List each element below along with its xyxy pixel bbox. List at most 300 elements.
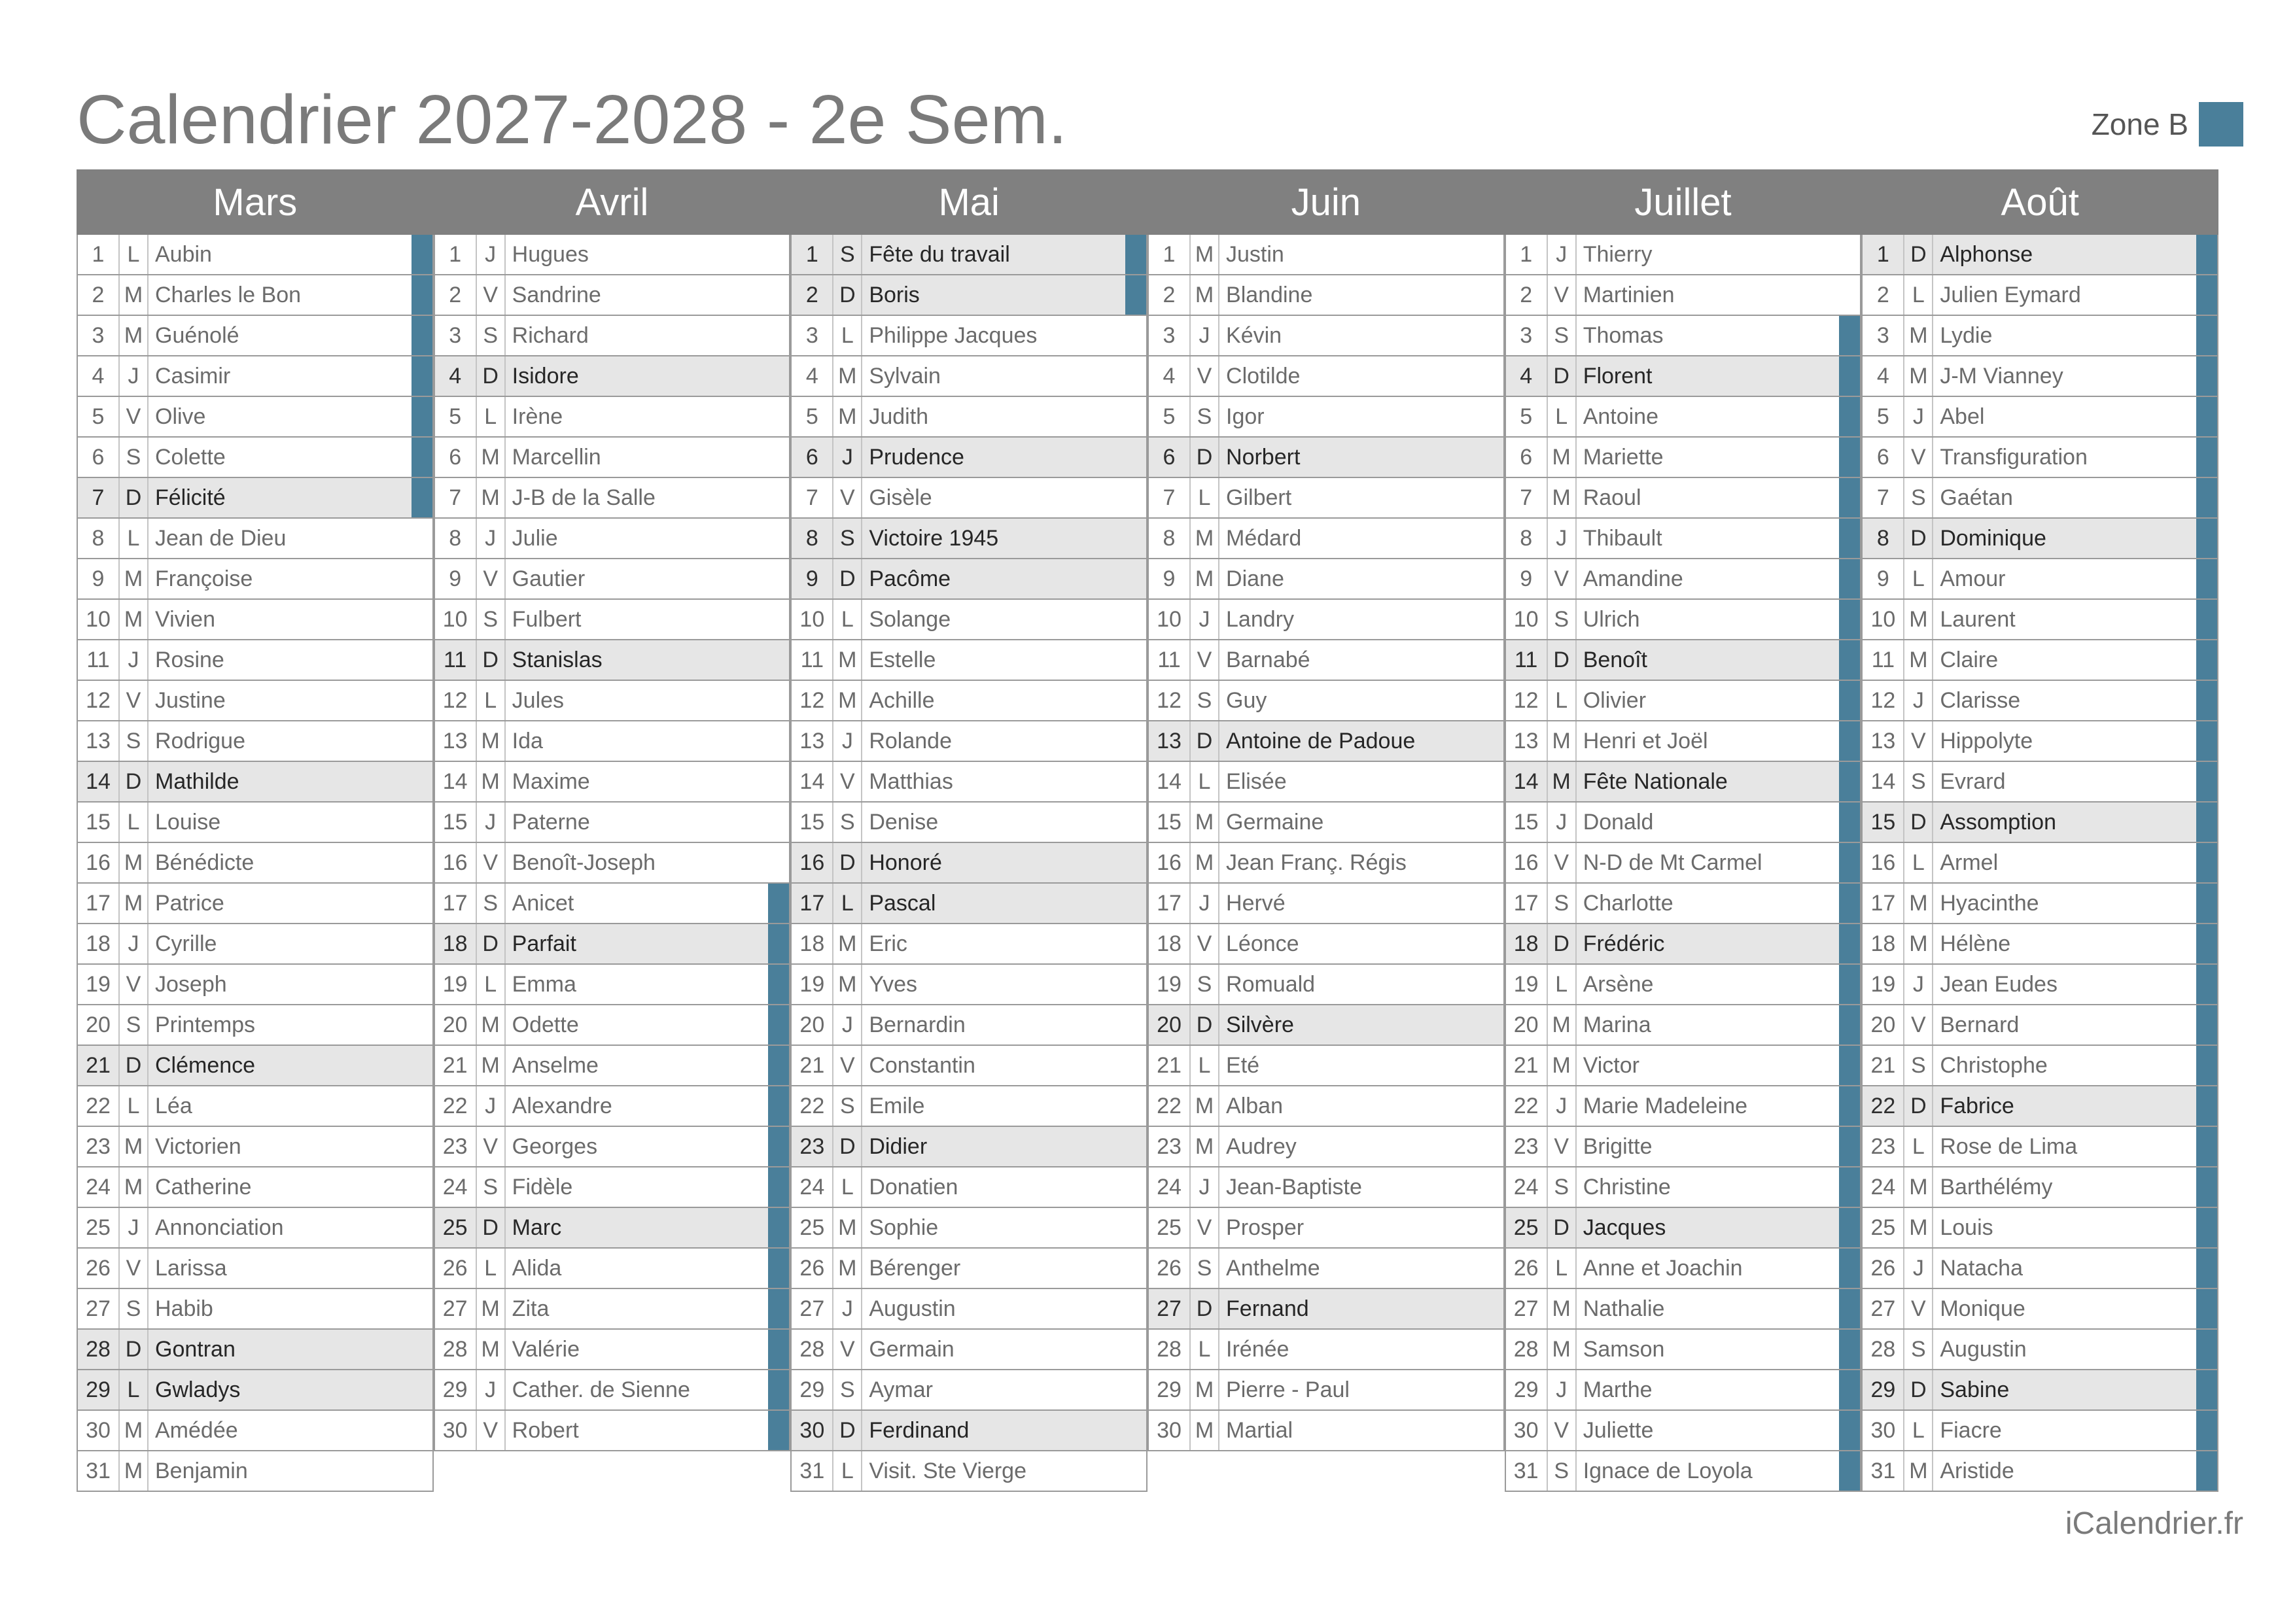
saint-name: Gilbert xyxy=(1226,485,1292,510)
day-row xyxy=(1861,235,2218,275)
day-of-week: V xyxy=(477,843,506,882)
day-of-week: L xyxy=(477,681,506,720)
day-row xyxy=(434,600,791,640)
saint-name: Colette xyxy=(155,444,226,470)
day-of-week: V xyxy=(833,1046,862,1085)
vacation-marker xyxy=(2196,316,2217,355)
day-of-week: S xyxy=(1904,762,1933,801)
day-of-week: M xyxy=(477,1005,506,1045)
day-row xyxy=(1861,275,2218,316)
saint-name: Fulbert xyxy=(512,606,582,632)
day-row xyxy=(77,1451,434,1492)
saint-name: Dominique xyxy=(1940,525,2046,551)
saint-name: Visit. Ste Vierge xyxy=(869,1458,1026,1483)
vacation-marker xyxy=(1482,438,1503,477)
day-number: 16 xyxy=(1506,843,1548,882)
day-row xyxy=(790,1046,1148,1086)
vacation-marker xyxy=(1482,924,1503,963)
day-number: 22 xyxy=(792,1086,833,1126)
day-number: 27 xyxy=(1506,1289,1548,1328)
day-of-week: D xyxy=(833,843,862,882)
day-number: 13 xyxy=(792,721,833,761)
vacation-marker xyxy=(2196,803,2217,842)
day-number: 19 xyxy=(1149,965,1191,1004)
day-of-week: M xyxy=(833,924,862,963)
saint-name: Patrice xyxy=(155,890,224,916)
day-of-week: M xyxy=(1904,1167,1933,1207)
day-number: 7 xyxy=(435,478,477,517)
month-column xyxy=(434,235,791,1492)
day-row xyxy=(1505,1289,1862,1330)
day-row xyxy=(1505,1411,1862,1451)
zone-color-swatch xyxy=(2199,102,2243,147)
saint-name: Hyacinthe xyxy=(1940,890,2039,916)
vacation-marker xyxy=(768,884,789,923)
day-of-week: S xyxy=(1191,1249,1219,1288)
day-row xyxy=(1861,924,2218,965)
day-row xyxy=(1148,1249,1505,1289)
day-row xyxy=(1505,316,1862,356)
day-of-week: V xyxy=(1548,559,1577,598)
saint-name: Kévin xyxy=(1226,322,1282,348)
vacation-marker xyxy=(768,478,789,517)
day-row xyxy=(434,235,791,275)
day-number: 18 xyxy=(1863,924,1904,963)
day-number: 13 xyxy=(1506,721,1548,761)
vacation-marker xyxy=(2196,275,2217,315)
day-number: 31 xyxy=(78,1451,120,1491)
vacation-marker xyxy=(2196,965,2217,1004)
saint-name: Martial xyxy=(1226,1417,1293,1443)
day-number: 30 xyxy=(792,1411,833,1450)
day-number: 16 xyxy=(792,843,833,882)
day-row xyxy=(790,600,1148,640)
day-of-week: M xyxy=(833,397,862,436)
month-column xyxy=(1148,235,1505,1492)
vacation-marker xyxy=(2196,1127,2217,1166)
saint-name: Gisèle xyxy=(869,485,932,510)
day-row xyxy=(1861,1167,2218,1208)
vacation-marker xyxy=(2196,1370,2217,1409)
vacation-marker xyxy=(1482,965,1503,1004)
day-number: 27 xyxy=(792,1289,833,1328)
vacation-marker xyxy=(412,1127,432,1166)
saint-name: Barthélémy xyxy=(1940,1174,2053,1200)
day-of-week: J xyxy=(1548,1086,1577,1126)
vacation-marker xyxy=(2196,681,2217,720)
vacation-marker xyxy=(2196,1330,2217,1369)
saint-name: Odette xyxy=(512,1012,579,1037)
day-number: 22 xyxy=(1506,1086,1548,1126)
day-of-week: M xyxy=(1548,721,1577,761)
day-number: 15 xyxy=(1506,803,1548,842)
saint-name: Laurent xyxy=(1940,606,2016,632)
saint-name: Rose de Lima xyxy=(1940,1133,2078,1159)
month-header: Juillet xyxy=(1634,181,1732,224)
day-of-week: M xyxy=(833,965,862,1004)
month-header: Juin xyxy=(1291,181,1361,224)
day-of-week: V xyxy=(1191,924,1219,963)
saint-name: Romuald xyxy=(1226,971,1316,997)
day-of-week: M xyxy=(1548,1046,1577,1085)
day-of-week: L xyxy=(120,519,149,558)
day-number: 11 xyxy=(792,640,833,680)
month-column xyxy=(1505,235,1862,1492)
day-number: 29 xyxy=(435,1370,477,1409)
day-of-week: D xyxy=(1191,438,1219,477)
vacation-marker xyxy=(1125,1086,1146,1126)
saint-name: Jean Eudes xyxy=(1940,971,2058,997)
saint-name: Yves xyxy=(869,971,918,997)
day-number: 2 xyxy=(1506,275,1548,315)
saint-name: Natacha xyxy=(1940,1255,2023,1281)
saint-name: N-D de Mt Carmel xyxy=(1583,850,1762,875)
day-of-week: L xyxy=(120,1370,149,1409)
day-row xyxy=(1148,275,1505,316)
day-number: 23 xyxy=(1149,1127,1191,1166)
day-of-week: J xyxy=(1191,316,1219,355)
day-row xyxy=(1148,235,1505,275)
vacation-marker xyxy=(1125,559,1146,598)
vacation-marker xyxy=(1482,762,1503,801)
day-of-week: M xyxy=(477,1046,506,1085)
month-column xyxy=(790,235,1148,1492)
vacation-marker xyxy=(2196,1046,2217,1085)
day-of-week: D xyxy=(120,478,149,517)
day-of-week: L xyxy=(1548,397,1577,436)
vacation-marker xyxy=(412,721,432,761)
saint-name: Marie Madeleine xyxy=(1583,1093,1748,1118)
day-row xyxy=(790,275,1148,316)
vacation-marker xyxy=(768,1370,789,1409)
day-of-week: D xyxy=(477,924,506,963)
day-number: 26 xyxy=(78,1249,120,1288)
day-row xyxy=(77,600,434,640)
day-number: 11 xyxy=(1149,640,1191,680)
day-row xyxy=(1148,884,1505,924)
day-row xyxy=(790,721,1148,762)
saint-name: Evrard xyxy=(1940,769,2006,794)
saint-name: Igor xyxy=(1226,404,1265,429)
vacation-marker xyxy=(1125,721,1146,761)
saint-name: Antoine xyxy=(1583,404,1659,429)
day-row xyxy=(434,924,791,965)
day-row xyxy=(1148,356,1505,397)
saint-name: Ferdinand xyxy=(869,1417,970,1443)
day-row xyxy=(1148,762,1505,803)
day-number: 17 xyxy=(1863,884,1904,923)
day-of-week: V xyxy=(1548,843,1577,882)
day-number: 16 xyxy=(1149,843,1191,882)
day-of-week: M xyxy=(1191,235,1219,274)
vacation-marker xyxy=(768,843,789,882)
day-of-week: S xyxy=(1548,1451,1577,1491)
vacation-marker xyxy=(1482,478,1503,517)
day-row xyxy=(1505,1330,1862,1370)
saint-name: Solange xyxy=(869,606,951,632)
day-of-week: D xyxy=(1191,721,1219,761)
day-number: 15 xyxy=(435,803,477,842)
day-row xyxy=(790,884,1148,924)
day-row xyxy=(1861,1208,2218,1249)
day-row xyxy=(77,1411,434,1451)
vacation-marker xyxy=(1125,600,1146,639)
day-number: 19 xyxy=(792,965,833,1004)
month-header-bar xyxy=(77,169,2218,235)
day-row xyxy=(790,1127,1148,1167)
day-of-week: D xyxy=(1191,1005,1219,1045)
day-of-week: V xyxy=(1548,1411,1577,1450)
saint-name: Justin xyxy=(1226,241,1284,267)
day-row xyxy=(790,1451,1148,1492)
vacation-marker xyxy=(412,1451,432,1491)
day-row xyxy=(1505,1005,1862,1046)
vacation-marker xyxy=(1839,397,1860,436)
vacation-marker xyxy=(768,965,789,1004)
day-of-week: D xyxy=(1191,1289,1219,1328)
vacation-marker xyxy=(768,1208,789,1247)
footer-brand: iCalendrier.fr xyxy=(2065,1506,2243,1541)
saint-name: Victor xyxy=(1583,1052,1639,1078)
day-of-week: M xyxy=(120,1167,149,1207)
saint-name: Léa xyxy=(155,1093,192,1118)
day-row xyxy=(434,884,791,924)
day-of-week: S xyxy=(477,600,506,639)
vacation-marker xyxy=(1839,1005,1860,1045)
day-of-week: L xyxy=(833,884,862,923)
vacation-marker xyxy=(2196,843,2217,882)
day-number: 24 xyxy=(1506,1167,1548,1207)
saint-name: Rolande xyxy=(869,728,952,753)
saint-name: Bernard xyxy=(1940,1012,2020,1037)
day-of-week: L xyxy=(120,235,149,274)
day-row xyxy=(1861,884,2218,924)
day-of-week: L xyxy=(1904,559,1933,598)
day-of-week: S xyxy=(1191,965,1219,1004)
day-number: 9 xyxy=(1149,559,1191,598)
vacation-marker xyxy=(412,1411,432,1450)
saint-name: Augustin xyxy=(869,1296,956,1321)
saint-name: Germaine xyxy=(1226,809,1324,835)
day-number: 30 xyxy=(78,1411,120,1450)
day-of-week: L xyxy=(120,1086,149,1126)
vacation-marker xyxy=(768,803,789,842)
day-row xyxy=(434,1046,791,1086)
day-row xyxy=(434,1370,791,1411)
day-of-week: M xyxy=(477,1289,506,1328)
day-of-week: M xyxy=(1191,843,1219,882)
day-number: 15 xyxy=(78,803,120,842)
day-number: 28 xyxy=(792,1330,833,1369)
vacation-marker xyxy=(768,1127,789,1166)
day-number: 26 xyxy=(435,1249,477,1288)
day-number: 20 xyxy=(435,1005,477,1045)
day-number: 3 xyxy=(78,316,120,355)
saint-name: Catherine xyxy=(155,1174,252,1200)
day-row xyxy=(790,1411,1148,1451)
day-number: 1 xyxy=(1506,235,1548,274)
day-of-week: D xyxy=(120,1330,149,1369)
vacation-marker xyxy=(1125,397,1146,436)
saint-name: Fête Nationale xyxy=(1583,769,1728,794)
saint-name: Emile xyxy=(869,1093,925,1118)
day-of-week: D xyxy=(120,1046,149,1085)
day-row xyxy=(1861,762,2218,803)
vacation-marker xyxy=(1482,1249,1503,1288)
day-row xyxy=(1148,843,1505,884)
day-row xyxy=(790,762,1148,803)
day-row xyxy=(77,803,434,843)
saint-name: Christine xyxy=(1583,1174,1671,1200)
vacation-marker xyxy=(1839,1249,1860,1288)
day-number: 25 xyxy=(78,1208,120,1247)
saint-name: Lydie xyxy=(1940,322,1993,348)
day-row xyxy=(1148,397,1505,438)
day-row xyxy=(1148,1005,1505,1046)
vacation-marker xyxy=(2196,1167,2217,1207)
day-row xyxy=(790,1086,1148,1127)
day-number: 3 xyxy=(1149,316,1191,355)
day-row xyxy=(1505,640,1862,681)
day-row xyxy=(77,640,434,681)
saint-name: J-B de la Salle xyxy=(512,485,656,510)
day-row xyxy=(77,721,434,762)
day-row xyxy=(1505,559,1862,600)
day-number: 9 xyxy=(78,559,120,598)
saint-name: Clotilde xyxy=(1226,363,1301,389)
day-of-week: L xyxy=(1191,762,1219,801)
saint-name: Victorien xyxy=(155,1133,241,1159)
day-of-week: M xyxy=(120,600,149,639)
day-row xyxy=(1148,1289,1505,1330)
day-number: 30 xyxy=(1149,1411,1191,1450)
vacation-marker xyxy=(412,235,432,274)
vacation-marker xyxy=(1839,681,1860,720)
day-row xyxy=(434,356,791,397)
day-number: 6 xyxy=(1506,438,1548,477)
day-of-week: L xyxy=(1191,478,1219,517)
day-of-week: D xyxy=(833,275,862,315)
day-number: 11 xyxy=(78,640,120,680)
day-row xyxy=(1148,1330,1505,1370)
day-number: 2 xyxy=(792,275,833,315)
day-of-week: D xyxy=(120,762,149,801)
day-row xyxy=(434,1289,791,1330)
day-number: 10 xyxy=(435,600,477,639)
vacation-marker xyxy=(2196,438,2217,477)
day-row xyxy=(1861,519,2218,559)
day-of-week: M xyxy=(1904,640,1933,680)
day-number: 28 xyxy=(1149,1330,1191,1369)
day-row xyxy=(1505,397,1862,438)
saint-name: Christophe xyxy=(1940,1052,2048,1078)
day-of-week: M xyxy=(1191,559,1219,598)
day-of-week: M xyxy=(477,1330,506,1369)
day-number: 5 xyxy=(1149,397,1191,436)
day-of-week: D xyxy=(1904,519,1933,558)
saint-name: Fête du travail xyxy=(869,241,1010,267)
day-number: 12 xyxy=(435,681,477,720)
saint-name: Hippolyte xyxy=(1940,728,2033,753)
saint-name: Mariette xyxy=(1583,444,1664,470)
saint-name: Fidèle xyxy=(512,1174,573,1200)
vacation-marker xyxy=(1125,924,1146,963)
day-of-week: M xyxy=(120,1451,149,1491)
day-of-week: J xyxy=(120,1208,149,1247)
day-row xyxy=(1861,640,2218,681)
day-number: 18 xyxy=(1506,924,1548,963)
day-row xyxy=(77,397,434,438)
vacation-marker xyxy=(1482,1086,1503,1126)
day-row xyxy=(1505,600,1862,640)
day-row xyxy=(434,803,791,843)
saint-name: Barnabé xyxy=(1226,647,1310,672)
saint-name: Nathalie xyxy=(1583,1296,1665,1321)
saint-name: Marc xyxy=(512,1215,562,1240)
day-row xyxy=(1148,640,1505,681)
day-of-week: V xyxy=(1904,438,1933,477)
day-number: 4 xyxy=(792,356,833,396)
vacation-marker xyxy=(412,924,432,963)
saint-name: Cyrille xyxy=(155,931,217,956)
day-of-week: L xyxy=(1904,843,1933,882)
vacation-marker xyxy=(1839,1330,1860,1369)
day-of-week: L xyxy=(1904,1411,1933,1450)
day-of-week: J xyxy=(1191,1167,1219,1207)
day-of-week: D xyxy=(1904,235,1933,274)
vacation-marker xyxy=(1839,316,1860,355)
vacation-marker xyxy=(1839,1127,1860,1166)
saint-name: Abel xyxy=(1940,404,1985,429)
day-of-week: M xyxy=(1548,1330,1577,1369)
page-title: Calendrier 2027-2028 - 2e Sem. xyxy=(77,81,1068,158)
saint-name: Julien Eymard xyxy=(1940,282,2081,307)
day-of-week: M xyxy=(1191,1086,1219,1126)
saint-name: Arsène xyxy=(1583,971,1654,997)
day-row xyxy=(1148,1127,1505,1167)
saint-name: Sandrine xyxy=(512,282,601,307)
saint-name: Médard xyxy=(1226,525,1302,551)
zone-label: Zone B xyxy=(2091,107,2188,141)
day-number: 23 xyxy=(78,1127,120,1166)
vacation-marker xyxy=(412,1370,432,1409)
day-row xyxy=(434,1208,791,1249)
day-row xyxy=(77,438,434,478)
day-row xyxy=(1861,803,2218,843)
saint-name: Ignace de Loyola xyxy=(1583,1458,1753,1483)
day-of-week: M xyxy=(1904,1208,1933,1247)
day-row xyxy=(1861,600,2218,640)
day-row xyxy=(790,1370,1148,1411)
day-of-week: J xyxy=(477,1370,506,1409)
saint-name: Amour xyxy=(1940,566,2006,591)
saint-name: Philippe Jacques xyxy=(869,322,1038,348)
vacation-marker xyxy=(2196,1249,2217,1288)
day-of-week: D xyxy=(477,640,506,680)
vacation-marker xyxy=(2196,762,2217,801)
day-number: 3 xyxy=(1863,316,1904,355)
day-row xyxy=(790,1167,1148,1208)
vacation-marker xyxy=(1482,600,1503,639)
day-of-week: V xyxy=(477,1127,506,1166)
day-number: 24 xyxy=(435,1167,477,1207)
vacation-marker xyxy=(1125,640,1146,680)
day-row xyxy=(790,559,1148,600)
day-of-week: M xyxy=(1191,803,1219,842)
day-of-week: M xyxy=(1548,1005,1577,1045)
day-of-week: S xyxy=(1904,1046,1933,1085)
day-of-week: J xyxy=(1548,235,1577,274)
